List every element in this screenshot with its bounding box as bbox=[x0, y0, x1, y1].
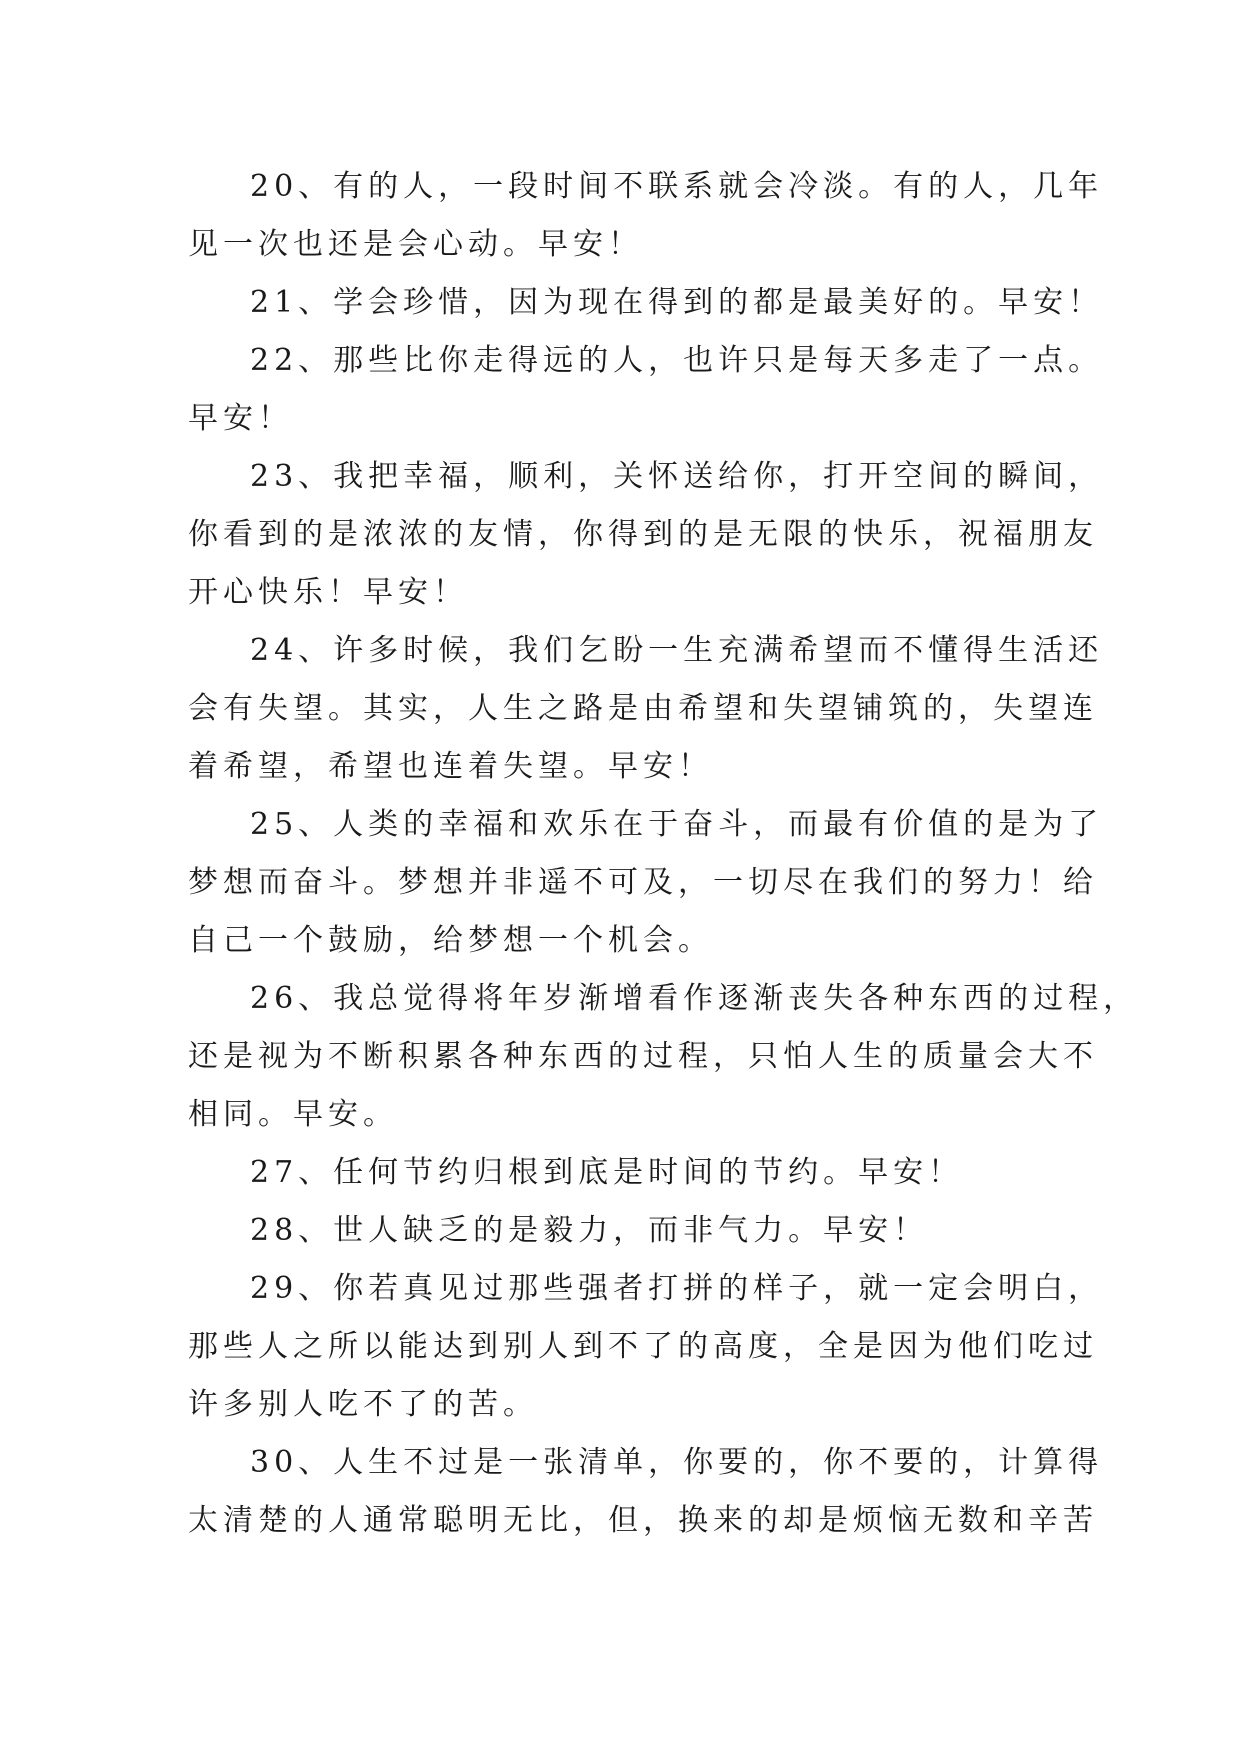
text-line: 27、任何节约归根到底是时间的节约。早安！ bbox=[250, 1155, 964, 1190]
text-line: 见一次也还是会心动。早安！ bbox=[188, 227, 643, 262]
text-line: 还是视为不断积累各种东西的过程，只怕人生的质量会大不 bbox=[188, 1039, 1098, 1074]
text-line: 会有失望。其实，人生之路是由希望和失望铺筑的，失望连 bbox=[188, 691, 1098, 726]
text-line: 梦想而奋斗。梦想并非遥不可及，一切尽在我们的努力！给 bbox=[188, 865, 1098, 900]
text-line: 29、你若真见过那些强者打拼的样子，就一定会明白， bbox=[250, 1271, 1104, 1306]
text-line: 早安！ bbox=[188, 401, 293, 436]
paragraph-20 bbox=[188, 158, 1104, 274]
paragraph-24 bbox=[188, 622, 1104, 796]
paragraph-27 bbox=[188, 1144, 1068, 1202]
paragraph-29 bbox=[188, 1260, 1104, 1434]
text-line: 20、有的人，一段时间不联系就会冷淡。有的人，几年 bbox=[250, 169, 1104, 204]
text-line: 着希望，希望也连着失望。早安！ bbox=[188, 749, 713, 784]
paragraph-21 bbox=[188, 274, 1104, 332]
text-line: 24、许多时候，我们乞盼一生充满希望而不懂得生活还 bbox=[250, 633, 1104, 668]
paragraph-28 bbox=[188, 1202, 1068, 1260]
text-line: 你看到的是浓浓的友情，你得到的是无限的快乐，祝福朋友 bbox=[188, 517, 1098, 552]
text-line: 那些人之所以能达到别人到不了的高度，全是因为他们吃过 bbox=[188, 1329, 1098, 1364]
text-line: 太清楚的人通常聪明无比，但，换来的却是烦恼无数和辛苦 bbox=[188, 1503, 1098, 1538]
paragraph-25 bbox=[188, 796, 1104, 970]
text-line: 开心快乐！早安！ bbox=[188, 575, 468, 610]
paragraph-26 bbox=[188, 970, 1139, 1144]
paragraph-22 bbox=[188, 332, 1104, 448]
text-line: 22、那些比你走得远的人，也许只是每天多走了一点。 bbox=[250, 343, 1104, 378]
text-line: 自己一个鼓励，给梦想一个机会。 bbox=[188, 923, 713, 958]
text-line: 许多别人吃不了的苦。 bbox=[188, 1387, 538, 1422]
paragraph-23 bbox=[188, 448, 1104, 622]
text-line: 26、我总觉得将年岁渐增看作逐渐丧失各种东西的过程， bbox=[250, 981, 1139, 1016]
text-line: 23、我把幸福，顺利，关怀送给你，打开空间的瞬间， bbox=[250, 459, 1104, 494]
paragraph-30 bbox=[188, 1434, 1104, 1550]
text-line: 28、世人缺乏的是毅力，而非气力。早安！ bbox=[250, 1213, 929, 1248]
document-body bbox=[188, 158, 1139, 1550]
text-line: 30、人生不过是一张清单，你要的，你不要的，计算得 bbox=[250, 1445, 1104, 1480]
text-line: 21、学会珍惜，因为现在得到的都是最美好的。早安！ bbox=[250, 285, 1104, 320]
text-line: 相同。早安。 bbox=[188, 1097, 398, 1132]
text-line: 25、人类的幸福和欢乐在于奋斗，而最有价值的是为了 bbox=[250, 807, 1104, 842]
